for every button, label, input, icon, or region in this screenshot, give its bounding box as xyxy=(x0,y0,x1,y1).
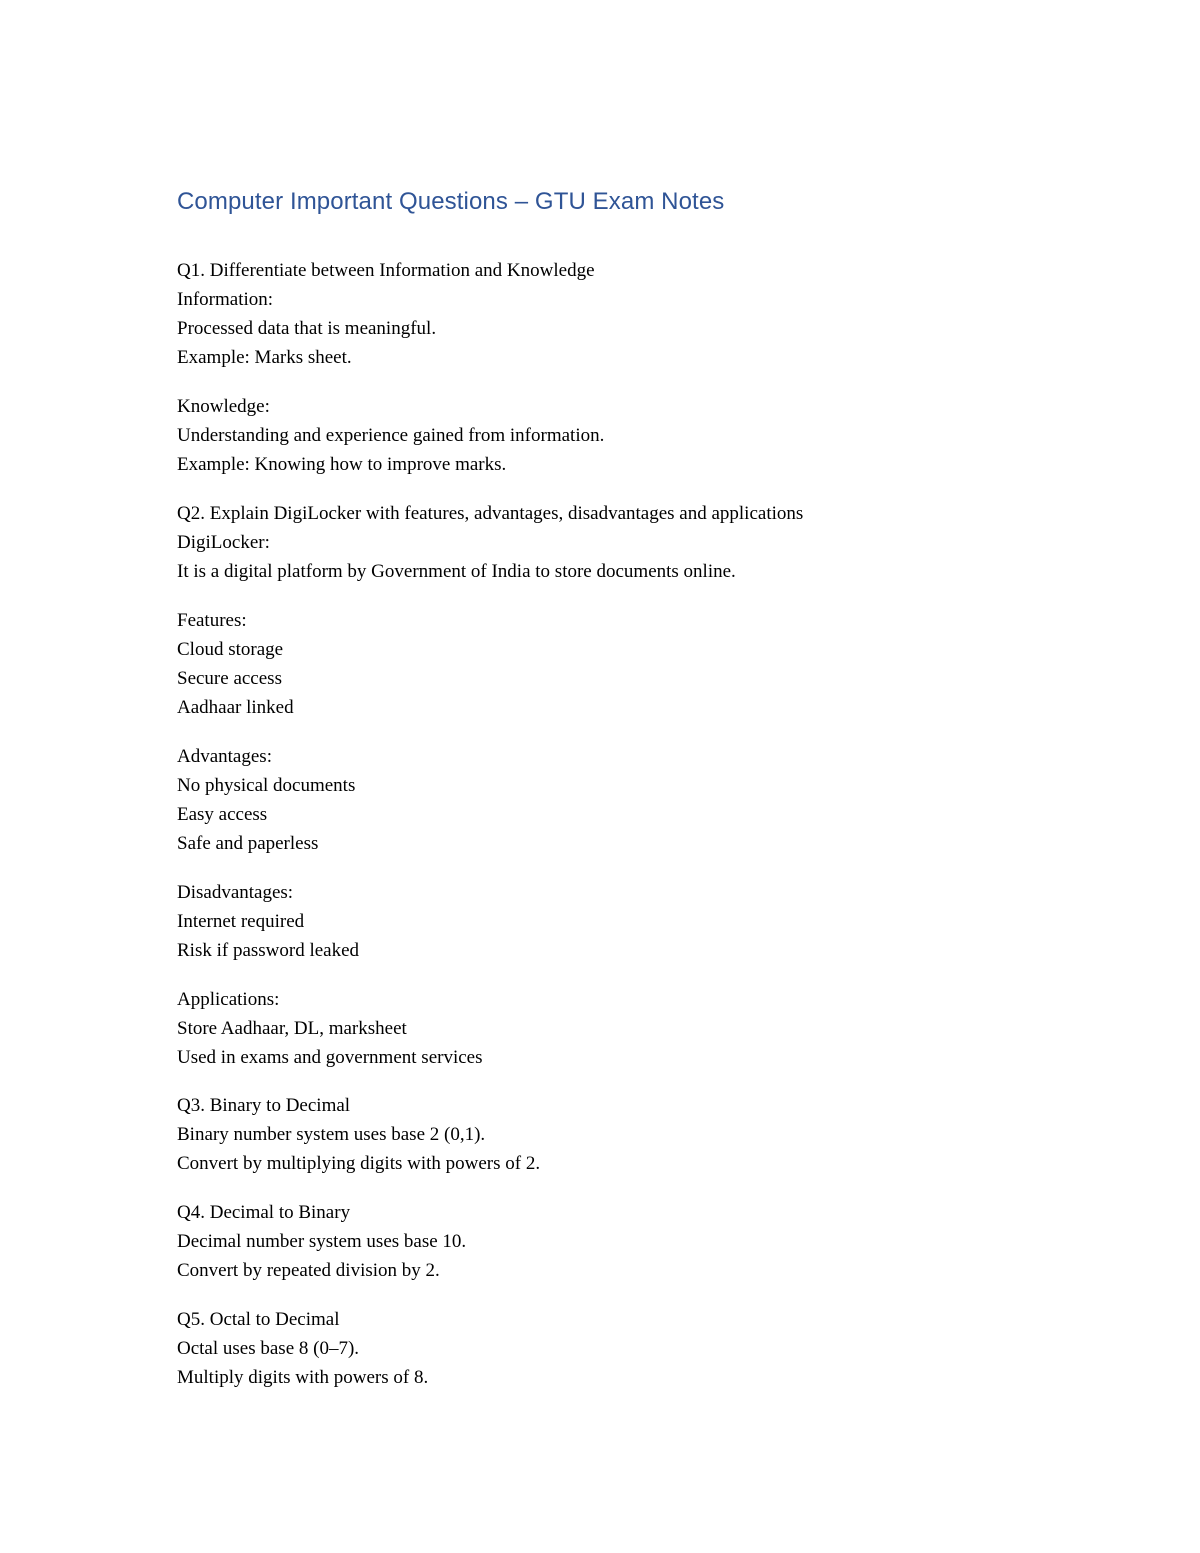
text-line: Multiply digits with powers of 8. xyxy=(177,1367,429,1388)
text-line: Features: xyxy=(177,610,247,631)
text-line: Cloud storage xyxy=(177,639,284,660)
q4-heading: Q4. Decimal to Binary xyxy=(177,1202,351,1223)
text-line: Secure access xyxy=(177,668,282,689)
text-line: Binary number system uses base 2 (0,1). xyxy=(177,1124,486,1145)
text-line: Internet required xyxy=(177,911,305,932)
text-line: Advantages: xyxy=(177,746,272,767)
text-line: Knowledge: xyxy=(177,396,270,417)
text-line: Applications: xyxy=(177,989,280,1010)
text-line: Processed data that is meaningful. xyxy=(177,318,437,339)
text-line: Understanding and experience gained from information. xyxy=(177,425,605,446)
text-line: Example: Marks sheet. xyxy=(177,347,352,368)
text-line: Risk if password leaked xyxy=(177,940,360,961)
text-line: DigiLocker: xyxy=(177,532,270,553)
q5-heading: Q5. Octal to Decimal xyxy=(177,1309,340,1330)
text-line: It is a digital platform by Government of India to store documents online. xyxy=(177,561,736,582)
q3-heading: Q3. Binary to Decimal xyxy=(177,1095,351,1116)
text-line: Convert by repeated division by 2. xyxy=(177,1260,440,1281)
text-line: Used in exams and government services xyxy=(177,1047,483,1068)
text-line: Easy access xyxy=(177,804,268,825)
text-line: Safe and paperless xyxy=(177,833,319,854)
q2-heading: Q2. Explain DigiLocker with features, advantages, disadvantages and applications xyxy=(177,503,804,524)
q1-heading: Q1. Differentiate between Information and Knowledge xyxy=(177,260,595,281)
text-line: Example: Knowing how to improve marks. xyxy=(177,454,507,475)
text-line: Store Aadhaar, DL, marksheet xyxy=(177,1018,407,1039)
text-line: No physical documents xyxy=(177,775,356,796)
page-title: Computer Important Questions – GTU Exam Notes xyxy=(177,188,725,215)
text-line: Disadvantages: xyxy=(177,882,294,903)
text-line: Aadhaar linked xyxy=(177,697,294,718)
text-line: Octal uses base 8 (0–7). xyxy=(177,1338,360,1359)
text-line: Decimal number system uses base 10. xyxy=(177,1231,467,1252)
text-line: Convert by multiplying digits with powers of 2. xyxy=(177,1153,541,1174)
text-line: Information: xyxy=(177,289,274,310)
